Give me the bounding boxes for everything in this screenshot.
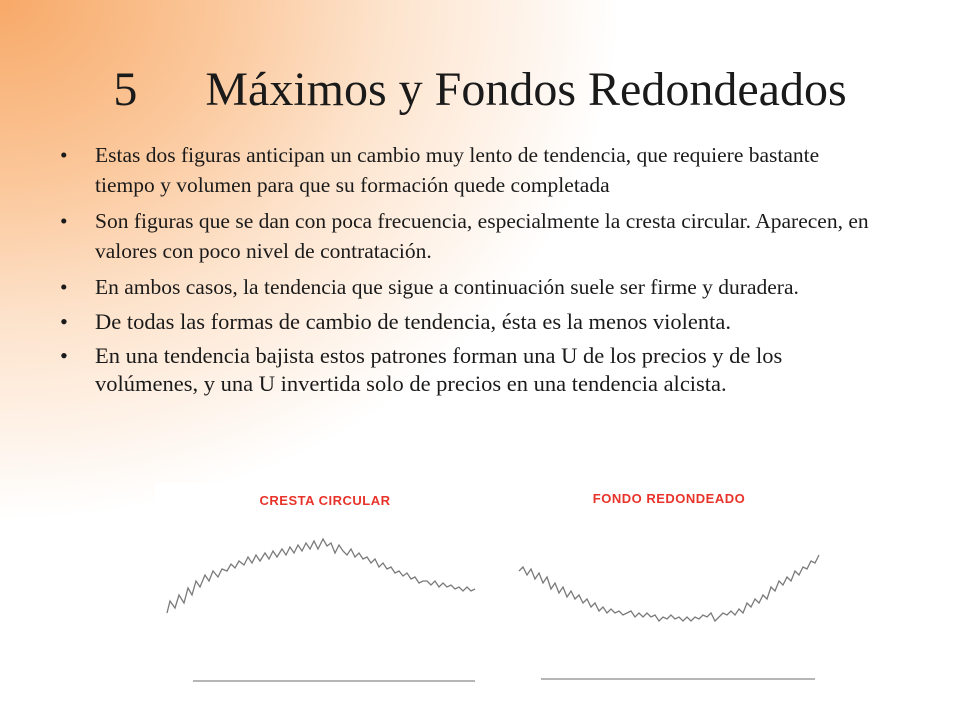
bullet-list <box>60 140 880 398</box>
bullet-text: En una tendencia bajista estos patrones forman una U de los precios y de los volúmenes, y una U invertida solo de precios en una tendencia alcista. <box>95 343 783 396</box>
cresta-circular-graphic <box>155 483 495 688</box>
bullet-item <box>60 272 880 302</box>
bullet-dot: • <box>60 275 68 299</box>
bullet-text: Son figuras que se dan con poca frecuencia, especialmente la cresta circular. Aparecen, en valores con poco nivel de contratación. <box>95 209 869 263</box>
bullet-text: En ambos casos, la tendencia que sigue a continuación suele ser firme y duradera. <box>95 275 799 299</box>
slide-title <box>0 62 960 117</box>
fondo-redondeado-graphic <box>503 483 835 688</box>
bullet-item <box>60 308 880 336</box>
slide-title-text: Máximos y Fondos Redondeados <box>205 63 847 116</box>
bullet-dot: • <box>60 343 68 368</box>
figure-cresta-circular <box>155 483 495 688</box>
bullet-text: De todas las formas de cambio de tendencia, ésta es la menos violenta. <box>95 309 732 334</box>
figure-title: FONDO REDONDEADO <box>592 491 746 506</box>
bullet-dot: • <box>60 209 68 233</box>
bullet-dot: • <box>60 309 68 334</box>
slide-title-number: 5 <box>113 63 138 116</box>
bullet-item <box>60 140 880 200</box>
price-line <box>519 555 819 621</box>
bullet-text: Estas dos figuras anticipan un cambio muy lento de tendencia, que requiere bastante tiempo y volumen para que su formación quede completada <box>95 143 820 197</box>
bullet-item <box>60 206 880 266</box>
price-line <box>167 539 475 613</box>
figure-title: CRESTA CIRCULAR <box>259 493 391 508</box>
bullet-dot: • <box>60 143 68 167</box>
figure-fondo-redondeado <box>503 483 835 688</box>
bullet-item <box>60 342 880 398</box>
